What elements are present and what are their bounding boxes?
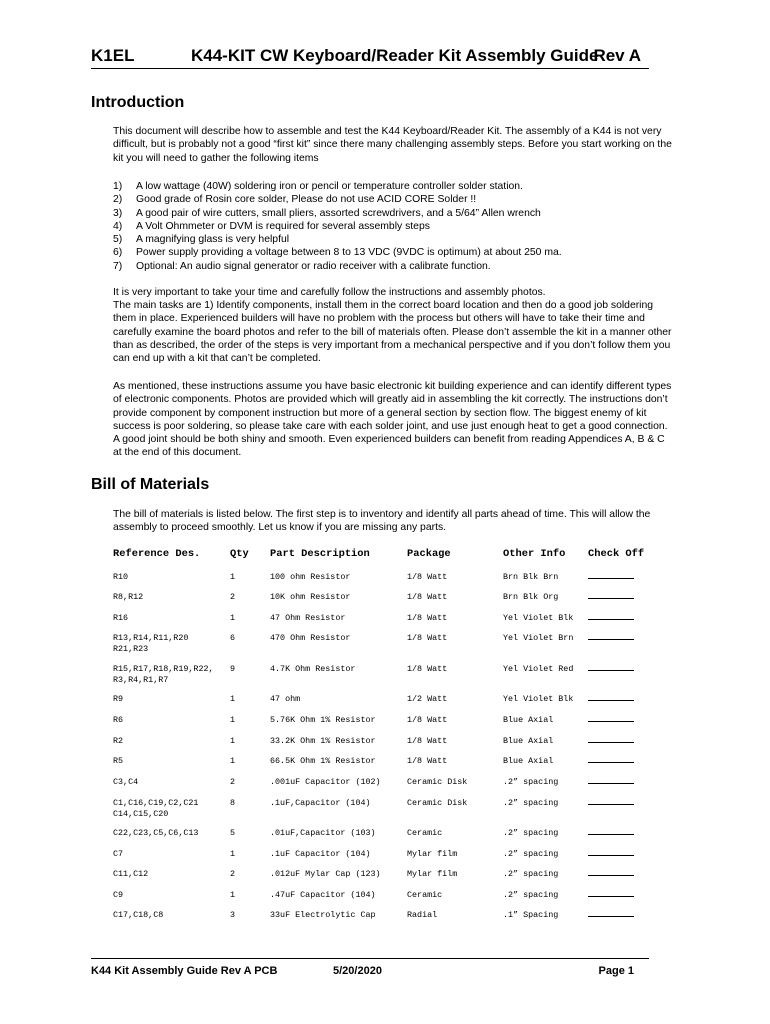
cell-reference: C3,C4 — [113, 777, 139, 787]
list-item: 4) A Volt Ohmmeter or DVM is required for several assembly steps — [113, 220, 430, 232]
cell-other-info: .2” spacing — [503, 828, 559, 838]
cell-qty: 1 — [230, 890, 236, 900]
check-off-blank[interactable] — [588, 694, 634, 705]
cell-reference: R13,R14,R11,R20 R21,R23 — [113, 633, 189, 654]
page-footer — [91, 958, 649, 979]
cell-reference: R9 — [113, 694, 124, 704]
cell-reference: C17,C18,C8 — [113, 910, 164, 920]
cell-other-info: .2” spacing — [503, 777, 559, 787]
cell-package: Mylar film — [407, 869, 458, 879]
bom-paragraph: The bill of materials is listed below. The first step is to inventory and identify all parts ahead of time. This will allow the assembly to proceed smoothly. Let us know if you are missing any parts. — [113, 509, 651, 534]
cell-description: 66.5K Ohm 1% Resistor — [270, 756, 376, 766]
check-off-blank[interactable] — [588, 910, 634, 921]
cell-reference: C1,C16,C19,C2,C21 C14,C15,C20 — [113, 798, 199, 819]
cell-other-info: .2” spacing — [503, 849, 559, 859]
cell-other-info: Brn Blk Brn — [503, 572, 559, 582]
header-title: K44-KIT CW Keyboard/Reader Kit Assembly Guide — [191, 46, 599, 65]
cell-qty: 1 — [230, 613, 236, 623]
check-off-blank[interactable] — [588, 798, 634, 809]
col-header-check-off: Check Off — [588, 548, 645, 560]
cell-description: 47 Ohm Resistor — [270, 613, 346, 623]
cell-qty: 1 — [230, 572, 236, 582]
check-off-blank[interactable] — [588, 715, 634, 726]
check-off-blank[interactable] — [588, 633, 634, 644]
list-item: 5) A magnifying glass is very helpful — [113, 234, 290, 246]
list-item: 3) A good pair of wire cutters, small pliers, assorted screwdrivers, and a 5/64” Allen wrench — [113, 207, 541, 219]
cell-package: 1/8 Watt — [407, 592, 448, 602]
col-header-qty: Qty — [230, 548, 249, 560]
check-off-blank[interactable] — [588, 613, 634, 624]
cell-package: 1/8 Watt — [407, 715, 448, 725]
check-off-blank[interactable] — [588, 890, 634, 901]
cell-other-info: Brn Blk Org — [503, 592, 559, 602]
cell-qty: 3 — [230, 910, 236, 920]
list-item: 7) Optional: An audio signal generator or radio receiver with a calibrate function. — [113, 260, 491, 272]
page-header — [91, 46, 649, 69]
footer-date: 5/20/2020 — [333, 965, 382, 977]
cell-qty: 5 — [230, 828, 236, 838]
cell-reference: R16 — [113, 613, 129, 623]
cell-qty: 9 — [230, 664, 236, 674]
list-item: 1) A low wattage (40W) soldering iron or pencil or temperature controller solder station. — [113, 181, 523, 192]
cell-description: .01uF,Capacitor (103) — [270, 828, 376, 838]
cell-other-info: Blue Axial — [503, 715, 554, 725]
cell-qty: 2 — [230, 592, 236, 602]
cell-description: 33.2K Ohm 1% Resistor — [270, 736, 376, 746]
cell-description: 33uF Electrolytic Cap — [270, 910, 376, 920]
cell-qty: 2 — [230, 777, 236, 787]
cell-package: 1/8 Watt — [407, 736, 448, 746]
list-item: 2) Good grade of Rosin core solder, Please do not use ACID CORE Solder !! — [113, 194, 477, 206]
cell-package: 1/2 Watt — [407, 694, 448, 704]
cell-other-info: Blue Axial — [503, 736, 554, 746]
col-header-package: Package — [407, 548, 451, 560]
cell-description: 10K ohm Resistor — [270, 592, 351, 602]
cell-qty: 6 — [230, 633, 236, 643]
intro-paragraph-3: The main tasks are 1) Identify components, install them in the correct board location and then do a good job soldering them in place. Experienced builders will have no problem with the process but others will have to take their time and carefully examine the board photos and refer to the bill of materials often. Please don’t assemble the kit in a manner other than as described, the order of the steps is very important from a mechanical perspective and if you don’t follow them you can end up with a kit that can’t be completed. — [113, 300, 672, 365]
cell-description: 100 ohm Resistor — [270, 572, 351, 582]
col-header-description: Part Description — [270, 548, 370, 560]
cell-other-info: Yel Violet Brn — [503, 633, 574, 643]
cell-reference: C22,C23,C5,C6,C13 — [113, 828, 199, 838]
cell-qty: 1 — [230, 694, 236, 704]
cell-package: 1/8 Watt — [407, 572, 448, 582]
cell-description: 5.76K Ohm 1% Resistor — [270, 715, 376, 725]
col-header-reference: Reference Des. — [113, 548, 201, 560]
cell-description: .1uF,Capacitor (104) — [270, 798, 371, 808]
cell-other-info: Blue Axial — [503, 756, 554, 766]
cell-reference: C11,C12 — [113, 869, 149, 879]
cell-other-info: Yel Violet Blk — [503, 694, 574, 704]
cell-package: Ceramic — [407, 890, 443, 900]
check-off-blank[interactable] — [588, 869, 634, 880]
cell-description: .012uF Mylar Cap (123) — [270, 869, 381, 879]
list-item: 6) Power supply providing a voltage between 8 to 13 VDC (9VDC is optimum) at about 250 ma. — [113, 247, 562, 259]
col-header-other-info: Other Info — [503, 548, 566, 560]
check-off-blank[interactable] — [588, 592, 634, 603]
required-items-list — [113, 180, 673, 273]
header-callsign: K1EL — [91, 46, 135, 65]
cell-package: 1/8 Watt — [407, 756, 448, 766]
cell-other-info: .1” Spacing — [503, 910, 559, 920]
cell-reference: R2 — [113, 736, 124, 746]
intro-paragraph-4: As mentioned, these instructions assume you have basic electronic kit building experience and can identify different types of electronic components. Photos are provided which will greatly aid in assembling the kit correctly. The instructions don’t provide component by component instruction but more of a general section by section flow. The biggest enemy of kit success is poor soldering, so please take care with each solder joint, and use just enough heat to get a good connection. A good joint should be both shiny and smooth. Even experienced builders can benefit from reading Appendices A, B & C at the end of this document. — [113, 381, 672, 459]
cell-qty: 1 — [230, 849, 236, 859]
check-off-blank[interactable] — [588, 572, 634, 583]
check-off-blank[interactable] — [588, 777, 634, 788]
cell-package: Radial — [407, 910, 438, 920]
check-off-blank[interactable] — [588, 736, 634, 747]
cell-qty: 8 — [230, 798, 236, 808]
footer-page-number: Page 1 — [598, 965, 634, 977]
cell-description: 470 Ohm Resistor — [270, 633, 351, 643]
cell-other-info: Yel Violet Red — [503, 664, 574, 674]
footer-document: K44 Kit Assembly Guide Rev A PCB — [91, 965, 278, 977]
bom-heading: Bill of Materials — [91, 476, 210, 493]
cell-qty: 1 — [230, 715, 236, 725]
cell-reference: R6 — [113, 715, 124, 725]
check-off-blank[interactable] — [588, 828, 634, 839]
cell-qty: 1 — [230, 736, 236, 746]
cell-other-info: .2” spacing — [503, 798, 559, 808]
cell-package: Ceramic Disk — [407, 777, 468, 787]
cell-reference: C9 — [113, 890, 124, 900]
cell-package: Ceramic — [407, 828, 443, 838]
cell-package: 1/8 Watt — [407, 664, 448, 674]
cell-description: 4.7K Ohm Resistor — [270, 664, 356, 674]
cell-package: Mylar film — [407, 849, 458, 859]
intro-paragraph-2: It is very important to take your time and carefully follow the instructions and assembly photos. — [113, 287, 546, 298]
cell-reference: R8,R12 — [113, 592, 144, 602]
cell-package: 1/8 Watt — [407, 613, 448, 623]
cell-qty: 1 — [230, 756, 236, 766]
cell-reference: C7 — [113, 849, 124, 859]
intro-paragraph-1: This document will describe how to assemble and test the K44 Keyboard/Reader Kit. The assembly of a K44 is not very difficult, but is probably not a good “first kit” since there many challenging assembly steps. Before you start working on the kit you will need to gather the following items — [113, 126, 672, 164]
cell-description: .001uF Capacitor (102) — [270, 777, 381, 787]
cell-other-info: .2” spacing — [503, 890, 559, 900]
check-off-blank[interactable] — [588, 756, 634, 767]
cell-description: .47uF Capacitor (104) — [270, 890, 376, 900]
cell-other-info: .2” spacing — [503, 869, 559, 879]
cell-description: .1uF Capacitor (104) — [270, 849, 371, 859]
header-revision: Rev A — [593, 46, 641, 65]
cell-qty: 2 — [230, 869, 236, 879]
intro-heading: Introduction — [91, 94, 185, 111]
cell-other-info: Yel Violet Blk — [503, 613, 574, 623]
cell-reference: R10 — [113, 572, 129, 582]
cell-package: 1/8 Watt — [407, 633, 448, 643]
check-off-blank[interactable] — [588, 849, 634, 860]
cell-description: 47 ohm — [270, 694, 301, 704]
cell-reference: R15,R17,R18,R19,R22, R3,R4,R1,R7 — [113, 664, 214, 685]
cell-package: Ceramic Disk — [407, 798, 468, 808]
check-off-blank[interactable] — [588, 664, 634, 675]
cell-reference: R5 — [113, 756, 124, 766]
